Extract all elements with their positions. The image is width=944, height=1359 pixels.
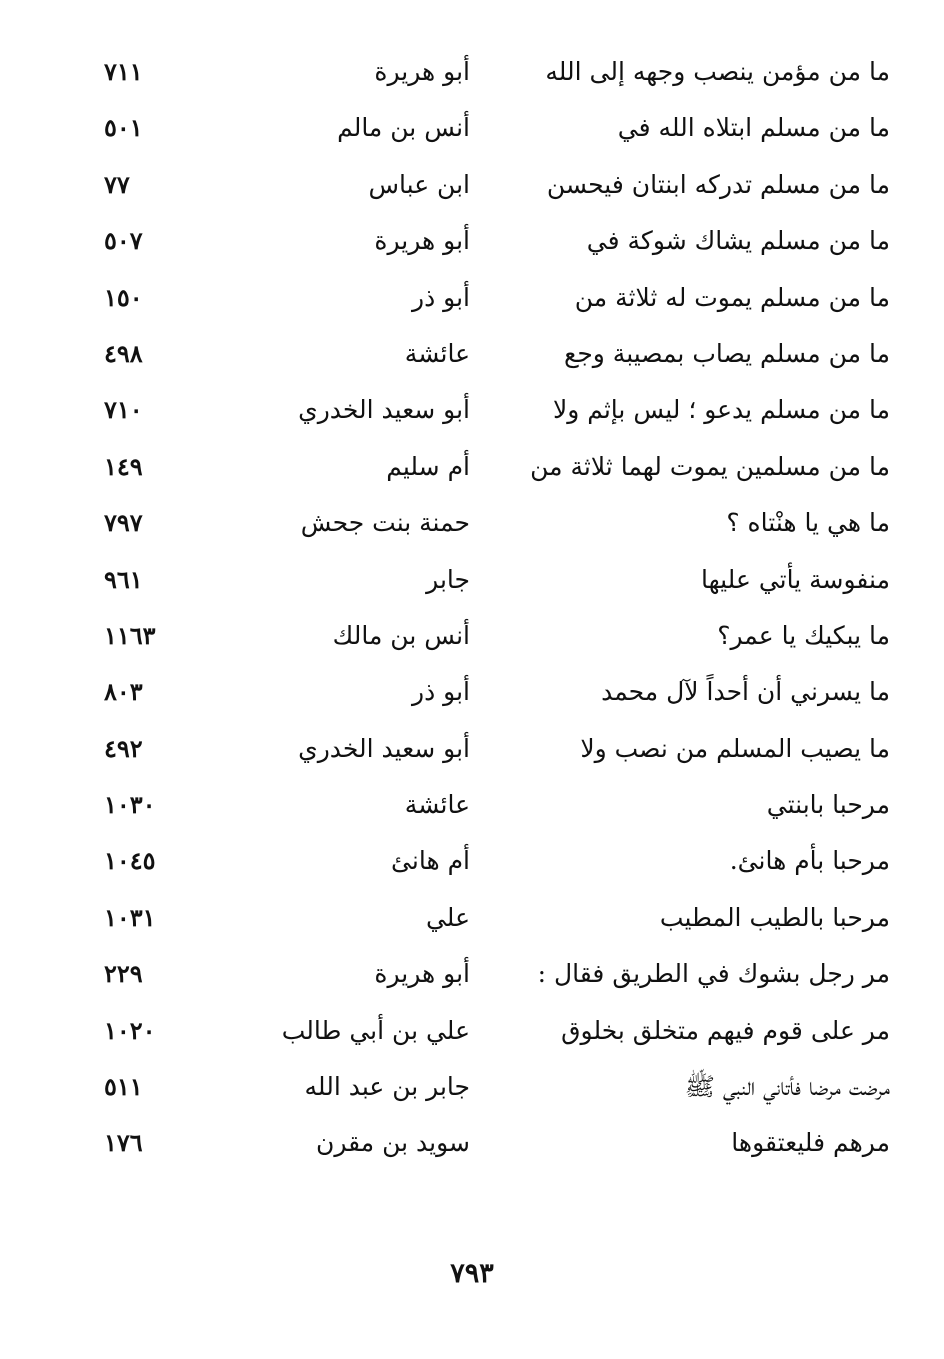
narrator-name: علي	[425, 902, 470, 932]
narrator-name: أم هانئ	[391, 846, 470, 876]
index-row	[0, 1059, 944, 1115]
narrator-name: أبو سعيد الخدري	[298, 395, 470, 425]
narrator-name: أم سليم	[386, 451, 470, 481]
narrator-name: سويد بن مقرن	[315, 1128, 470, 1158]
index-row	[0, 890, 944, 946]
hadith-incipit: ما يصيب المسلم من نصب ولا	[580, 733, 890, 763]
narrator-name: أنس بن مالم	[337, 113, 470, 143]
hadith-incipit: ما من مسلمين يموت لهما ثلاثة من	[530, 451, 890, 481]
hadith-incipit: ما يسرني أن أحداً لآل محمد	[601, 677, 890, 707]
hadith-incipit: ما من مسلم يشاك شوكة في	[586, 226, 890, 256]
index-row	[0, 213, 944, 269]
hadith-incipit: ما يبكيك يا عمر؟	[717, 620, 890, 650]
page-reference: ١٤٩	[104, 451, 143, 481]
page-number: ٧٩٣	[450, 1258, 494, 1289]
page-reference: ٥١١	[104, 1072, 143, 1102]
page-reference: ٨٠٣	[104, 677, 143, 707]
index-row	[0, 382, 944, 438]
hadith-incipit: ما من مسلم ابتلاه الله في	[617, 113, 890, 143]
narrator-name: أبو سعيد الخدري	[298, 733, 470, 763]
narrator-name: حمنة بنت جحش	[300, 508, 470, 538]
page-reference: ٥٠١	[104, 113, 143, 143]
index-row	[0, 1115, 944, 1171]
hadith-incipit: منفوسة يأتي عليها	[701, 564, 890, 594]
hadith-incipit: مرحبا بالطيب المطيب	[659, 902, 890, 932]
index-row	[0, 326, 944, 382]
narrator-name: جابر	[426, 564, 470, 594]
hadith-incipit: مرحبا بابنتي	[766, 790, 890, 820]
hadith-incipit: ما من مسلم يصاب بمصيبة وجع	[564, 338, 890, 368]
narrator-name: جابر بن عبد الله	[304, 1072, 470, 1102]
index-row	[0, 721, 944, 777]
narrator-name: عائشة	[404, 790, 470, 820]
index-row	[0, 552, 944, 608]
hadith-incipit: ما من مسلم يموت له ثلاثة من	[574, 282, 890, 312]
hadith-incipit: مر رجل بشوك في الطريق فقال :	[537, 959, 890, 989]
narrator-name: أبو ذر	[412, 282, 470, 312]
index-row	[0, 777, 944, 833]
narrator-name: أبو هريرة	[374, 959, 470, 989]
narrator-name: ابن عباس	[368, 169, 470, 199]
index-row	[0, 1003, 944, 1059]
hadith-incipit: ما هي يا هنْتاه ؟	[726, 508, 890, 538]
index-row	[0, 157, 944, 213]
index-row	[0, 100, 944, 156]
hadith-incipit: ما من مسلم تدركه ابنتان فيحسن	[546, 169, 890, 199]
narrator-name: أنس بن مالك	[332, 620, 470, 650]
page-reference: ٧٩٧	[104, 508, 143, 538]
page-reference: ١٥٠	[104, 282, 143, 312]
hadith-incipit: مر على قوم فيهم متخلق بخلوق	[561, 1015, 890, 1045]
page-reference: ٤٩٨	[104, 338, 143, 368]
narrator-name: عائشة	[404, 338, 470, 368]
index-row	[0, 495, 944, 551]
page-reference: ١٠٢٠	[104, 1015, 156, 1045]
hadith-incipit: مرضت مرضا فأتاني النبي ﷺ	[684, 1072, 890, 1102]
index-row	[0, 44, 944, 100]
page-reference: ٤٩٢	[104, 733, 143, 763]
page-reference: ٧١١	[104, 57, 143, 86]
page-reference: ٢٢٩	[104, 959, 143, 989]
page-reference: ١٧٦	[104, 1128, 143, 1158]
index-row	[0, 270, 944, 326]
page-reference: ٧٧	[104, 169, 130, 199]
hadith-index-table	[0, 44, 944, 1172]
hadith-incipit: ما من مسلم يدعو ؛ ليس بإثم ولا	[552, 395, 890, 425]
index-row	[0, 664, 944, 720]
narrator-name: أبو ذر	[412, 677, 470, 707]
hadith-incipit: مرحبا بأم هانئ.	[729, 846, 890, 876]
page-reference: ١٠٣٠	[104, 790, 156, 820]
index-row	[0, 608, 944, 664]
hadith-incipit: ما من مؤمن ينصب وجهه إلى الله	[545, 57, 890, 86]
page-reference: ٩٦١	[104, 564, 143, 594]
narrator-name: علي بن أبي طالب	[281, 1015, 470, 1045]
narrator-name: أبو هريرة	[374, 226, 470, 256]
page-reference: ١٠٣١	[104, 902, 156, 932]
index-row	[0, 439, 944, 495]
hadith-incipit: مرهم فليعتقوها	[731, 1128, 890, 1158]
page-reference: ٥٠٧	[104, 226, 143, 256]
index-row	[0, 833, 944, 889]
page-reference: ١٠٤٥	[104, 846, 156, 876]
page-reference: ٧١٠	[104, 395, 143, 425]
index-row	[0, 946, 944, 1002]
narrator-name: أبو هريرة	[374, 57, 470, 86]
page-reference: ١١٦٣	[104, 620, 156, 650]
